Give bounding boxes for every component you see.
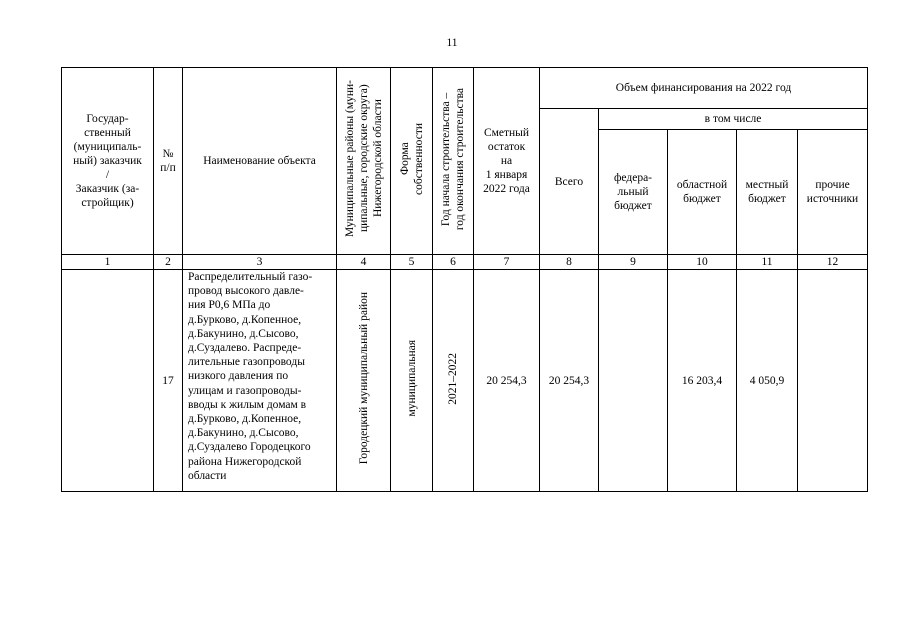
column-number: 10 (668, 255, 737, 270)
cell-object-name: Распределительный газо- провод высокого давле- ния Р0,6 МПа до д.Бурково, д.Копенное, д.Бакунино, д.Сысово, д.Суздалево. Распреде- лительные газопроводы низкого давления по улицам и газопроводы- вводы к жилым домам в д.Бурково, д.Копенное, д.Бакунино, д.Сысово, д.Суздалево Городецкого района Нижегородской области (183, 270, 337, 492)
cell-customer (62, 270, 154, 492)
column-number: 3 (183, 255, 337, 270)
header-customer: Государ- ственный (муниципаль- ный) заказчик / Заказчик (за- стройщик) (62, 68, 154, 255)
table-row (62, 270, 868, 492)
cell-district: Городецкий муниципальный район (337, 270, 391, 492)
header-total: Всего (540, 109, 599, 255)
column-number: 4 (337, 255, 391, 270)
header-regional: областной бюджет (668, 130, 737, 255)
column-number: 2 (154, 255, 183, 270)
cell-number: 17 (154, 270, 183, 492)
column-number: 1 (62, 255, 154, 270)
column-number: 12 (798, 255, 868, 270)
header-row-number: № п/п (154, 68, 183, 255)
header-financing-group: Объем финансирования на 2022 год (540, 68, 868, 109)
cell-local: 4 050,9 (737, 270, 798, 492)
column-numbers-row (62, 255, 868, 270)
page-number: 11 (446, 37, 458, 49)
financing-table (61, 67, 868, 492)
header-other: прочие источники (798, 130, 868, 255)
header-estimate-balance: Сметный остаток на 1 января 2022 года (474, 68, 540, 255)
column-number: 7 (474, 255, 540, 270)
cell-ownership: муниципальная (391, 270, 433, 492)
header-local: местный бюджет (737, 130, 798, 255)
header-ownership: Форма собственности (391, 68, 433, 255)
cell-years: 2021–2022 (433, 270, 474, 492)
column-number: 11 (737, 255, 798, 270)
column-number: 8 (540, 255, 599, 270)
cell-total: 20 254,3 (540, 270, 599, 492)
cell-other (798, 270, 868, 492)
cell-estimate-balance: 20 254,3 (474, 270, 540, 492)
header-including: в том числе (599, 109, 868, 130)
header-years: Год начала строительства – год окончания строительства (433, 68, 474, 255)
header-district: Муниципальные районы (муни- ципальные, городские округа) Нижегородской области (337, 68, 391, 255)
header-federal: федера- льный бюджет (599, 130, 668, 255)
column-number: 6 (433, 255, 474, 270)
column-number: 9 (599, 255, 668, 270)
cell-regional: 16 203,4 (668, 270, 737, 492)
header-object-name: Наименование объекта (183, 68, 337, 255)
cell-federal (599, 270, 668, 492)
column-number: 5 (391, 255, 433, 270)
